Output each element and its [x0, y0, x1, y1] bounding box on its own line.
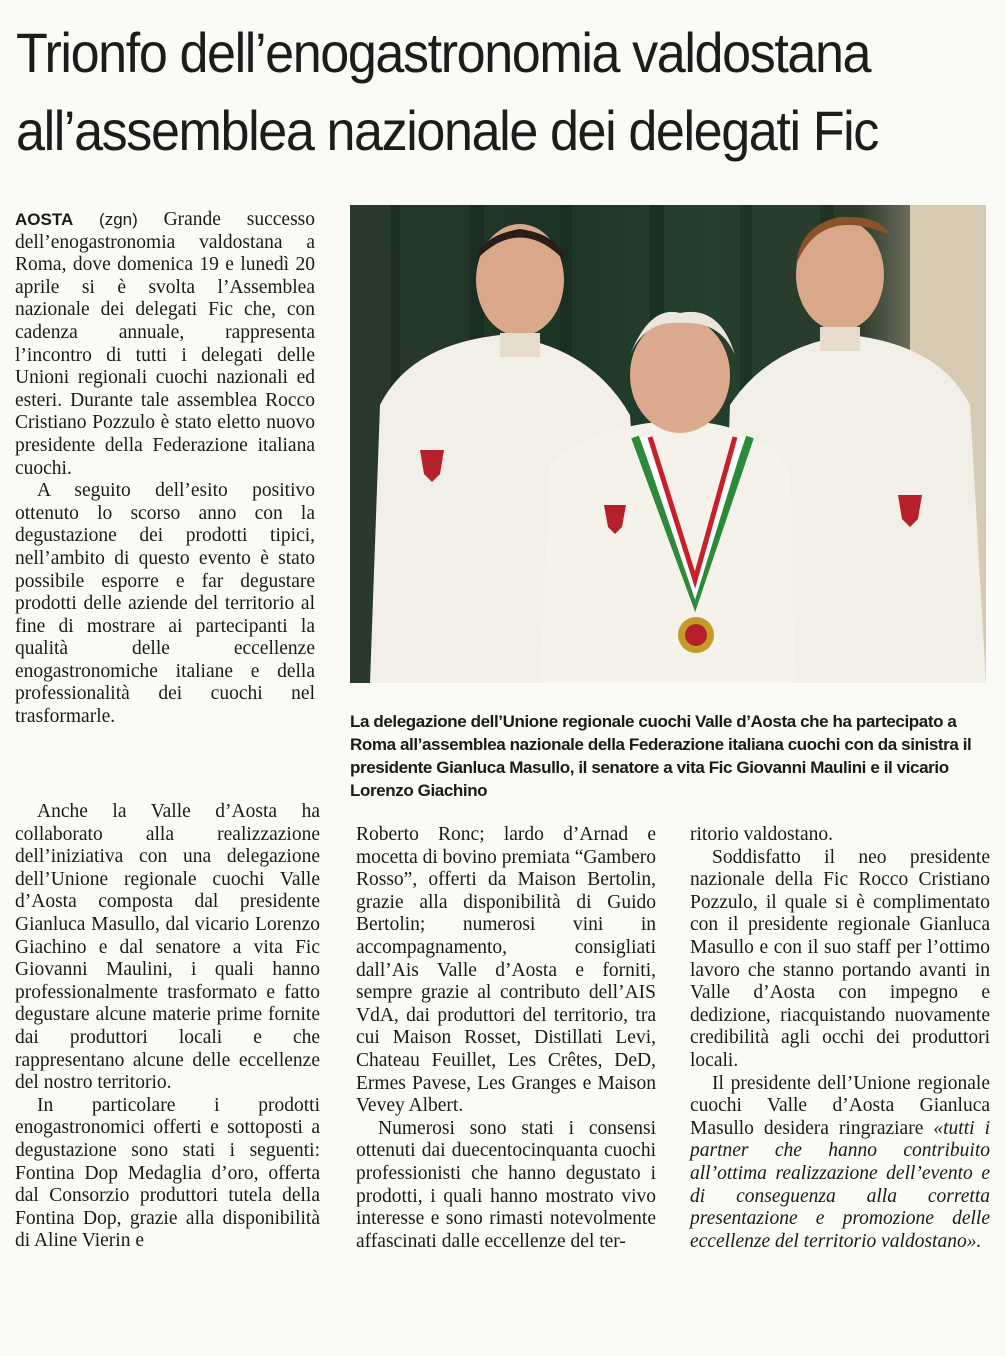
- article-paragraph: [15, 209, 315, 480]
- article-paragraph: Anche la Valle d’Aosta ha collaborato alla realizzazione dell’iniziativa con una delegazione dell’Unione regionale cuochi Valle d’Aosta composta dal presidente Gianluca Masullo, dal vicario Lorenzo Giachino e dal senatore a vita Fic Giovanni Maulini, i quali hanno professionalmente trasformato e fatto degustare alcune materie prime fornite dai produttori locali e che rappresentano alcune delle eccellenze del nostro territorio.: [15, 801, 320, 1094]
- article-paragraph: Soddisfatto il neo presidente nazionale della Fic Rocco Cristiano Pozzulo, il quale si è complimentato con il presidente regionale Gianluca Masullo e con il suo staff per l’ottimo lavoro che stanno portando avanti in Valle d’Aosta con impegno e dedizione, riacquistando nuovamente credibilità agli occhi dei produttori locali.: [690, 846, 990, 1071]
- headline-line-2: all’assemblea nazionale dei delegati Fic: [16, 99, 878, 162]
- article-paragraph: A seguito dell’esito positivo ottenuto lo scorso anno con la degustazione dei prodotti tipici, nell’ambito di questo evento è stato possibile esporre e far degustare prodotti delle aziende del territorio al fine di mostrare ai partecipanti la qualità delle eccellenze enogastronomiche italiane e della professionalità dei cuochi nel trasformarle.: [15, 480, 315, 728]
- article-column-1-lower: [15, 801, 320, 1253]
- closing-quote: «tutti i partner che hanno contribuito all’ottima realizzazione dell’evento e di conseguenza alla corretta presentazione e promozione delle eccellenze del territorio valdostano».: [690, 1117, 990, 1252]
- article-paragraph: [690, 1073, 990, 1254]
- article-column-2: [356, 824, 656, 1253]
- headline-line-1: Trionfo dell’enogastronomia valdostana: [16, 21, 871, 84]
- paragraph-text: Il presidente dell’Unione regionale cuochi Valle d’Aosta Gianluca Masullo desidera ringraziare: [690, 1072, 990, 1139]
- author-tag: (zgn): [99, 210, 138, 229]
- photo-caption: La delegazione dell’Unione regionale cuochi Valle d’Aosta che ha partecipato a Roma all’assemblea nazionale della Federazione italiana cuochi con da sinistra il presidente Gianluca Masullo, il senatore a vita Fic Giovanni Maulini e il vicario Lorenzo Giachino: [350, 712, 972, 800]
- article-paragraph: Numerosi sono stati i consensi ottenuti dai duecentocinquanta cuochi professionisti che hanno degustato i prodotti, i quali hanno mostrato vivo interesse e sono rimasti notevolmente affascinati dalle eccellenze del ter-: [356, 1117, 656, 1252]
- article-paragraph: ritorio valdostano.: [690, 824, 833, 845]
- article-paragraph: Roberto Ronc; lardo d’Arnad e mocetta di bovino premiata “Gambero Rosso”, offerti da Maison Bertolin, grazie alla disponibilità di Guido Bertolin; numerosi vini in accompagnamento, consigliati dall’Ais Valle d’Aosta e forniti, sempre grazie al contributo dell’AIS VdA, dai produttori del territorio, tra cui Maison Rosset, Distillati Levi, Chateau Feuillet, Les Crêtes, DeD, Ermes Pavese, Les Granges e Maison Vevey Albert.: [356, 824, 656, 1117]
- paragraph-text: Grande successo dell’enogastronomia valdostana a Roma, dove domenica 19 e lunedì 20 aprile si è svolta l’Assemblea nazionale dei delegati Fic che, con cadenza annuale, rappresenta l’incontro di tutti i delegati delle Unioni regionali cuochi nazionali ed esteri. Durante tale assemblea Rocco Cristiano Pozzulo è stato eletto nuovo presidente della Federazione italiana cuochi.: [15, 209, 315, 479]
- article-column-3: [690, 824, 990, 1253]
- headline: [16, 14, 923, 170]
- news-photo: [350, 205, 986, 683]
- article-column-1: [15, 209, 315, 729]
- dateline: AOSTA: [15, 210, 74, 229]
- article-paragraph: In particolare i prodotti enogastronomici offerti e sottoposti a degustazione sono stati i seguenti: Fontina Dop Medaglia d’oro, offerta dal Consorzio produttori tutela della Fontina Dop, grazie alla disponibilità di Aline Vierin e: [15, 1094, 320, 1252]
